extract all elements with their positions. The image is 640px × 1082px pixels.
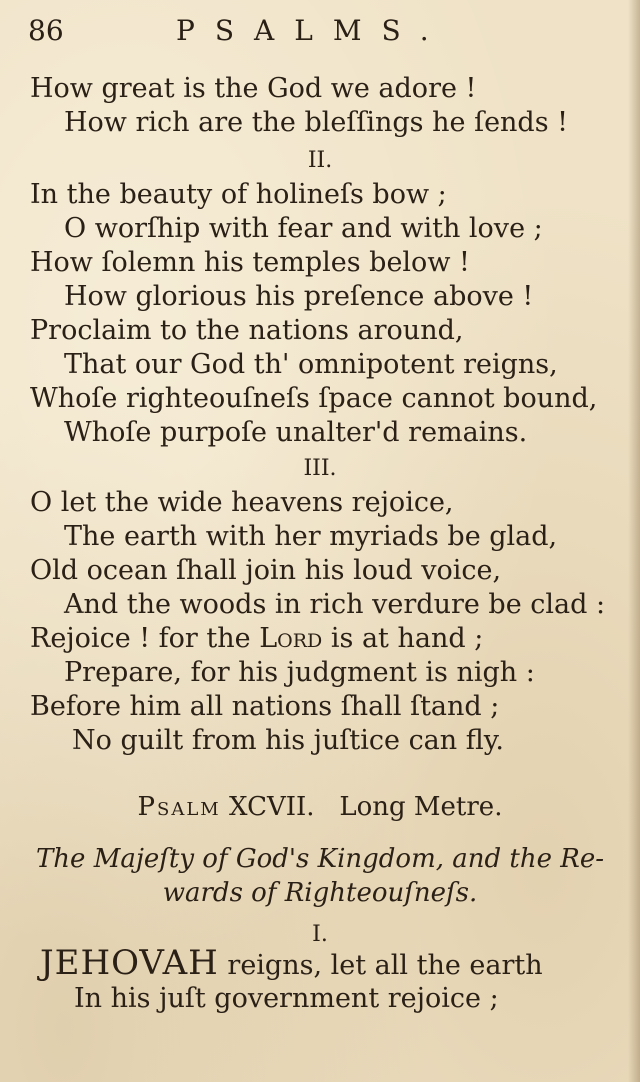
verse-line: The earth with her myriads be glad,: [64, 521, 558, 552]
verse-line: Prepare, for his judgment is nigh :: [64, 657, 535, 688]
verse-line: In the beauty of holineſs bow ;: [30, 179, 447, 210]
verse-line: O worſhip with fear and with love ;: [64, 213, 543, 244]
page-header: [0, 14, 640, 50]
verse-line: Proclaim to the nations around,: [30, 315, 464, 346]
verse-line: And the woods in rich verdure be clad :: [64, 589, 606, 620]
psalm-subtitle-line-2: wards of Righteouſneſs.: [162, 878, 478, 908]
verse-line-lord: [30, 622, 483, 656]
verse-line: How ſolemn his temples below !: [30, 247, 470, 278]
verse-text: is at hand ;: [322, 623, 484, 654]
psalm-number: XCVII.: [229, 792, 315, 822]
psalm-metre: Long Metre.: [339, 792, 503, 822]
verse-line: How rich are the bleſſings he ſends !: [64, 107, 569, 138]
verse-line: That our God th' omnipotent reigns,: [64, 349, 558, 380]
verse-line: In his juſt government rejoice ;: [74, 983, 499, 1014]
psalm-heading: [0, 792, 640, 822]
verse-line-opening: [40, 943, 543, 983]
verse-line: O let the wide heavens rejoice,: [30, 487, 454, 518]
stanza-numeral: II.: [307, 148, 333, 173]
verse-line: Before him all nations ſhall ſtand ;: [30, 691, 500, 722]
verse-line: How glorious his preſence above !: [64, 281, 534, 312]
verse-line: Old ocean ſhall join his loud voice,: [30, 555, 502, 586]
verse-text: Rejoice ! for the: [30, 623, 260, 654]
verse-line: How great is the God we adore !: [30, 73, 477, 104]
lord-small-caps: Lord: [259, 623, 323, 654]
running-title: PSALMS.: [176, 14, 449, 47]
page-number: 86: [28, 14, 64, 47]
stanza-numeral: III.: [303, 456, 337, 481]
page-edge-shadow: [628, 0, 640, 1082]
verse-text: reigns, let all the earth: [218, 950, 543, 981]
verse-line: No guilt from his juſtice can fly.: [72, 725, 505, 756]
psalm-label: Psalm: [137, 792, 221, 822]
opening-word: JEHOVAH: [40, 943, 219, 983]
psalm-subtitle-line-1: The Majeſty of God's Kingdom, and the Re-: [35, 844, 605, 874]
verse-line: Whoſe purpoſe unalter'd remains.: [64, 417, 528, 448]
stanza-numeral: I.: [312, 922, 328, 947]
verse-line: Whoſe righteouſneſs ſpace cannot bound,: [30, 383, 598, 414]
